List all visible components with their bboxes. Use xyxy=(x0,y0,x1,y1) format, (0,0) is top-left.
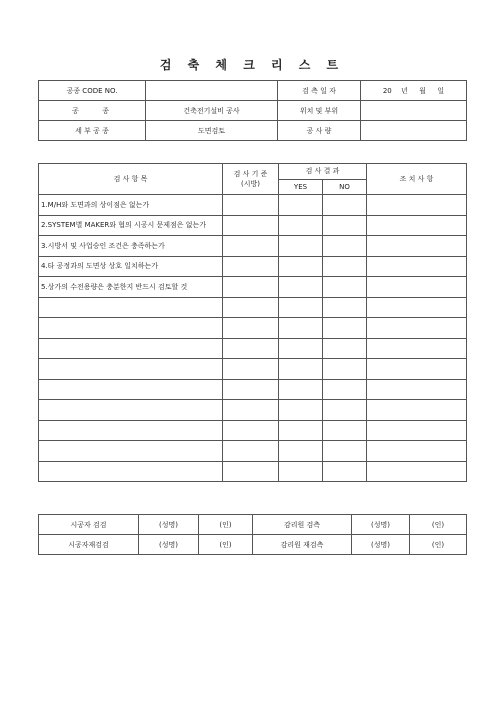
no-cell[interactable] xyxy=(323,236,367,257)
item-text[interactable]: 1.M/H와 도면과의 상이점은 없는가 xyxy=(39,195,223,216)
sub-work-label: 세 부 공 종 xyxy=(39,121,146,141)
contractor-re-seal[interactable]: (인) xyxy=(199,535,253,555)
inspection-items-table xyxy=(38,163,467,482)
no-cell[interactable] xyxy=(323,338,367,359)
date-label: 검 측 일 자 xyxy=(278,81,361,101)
quantity-label: 공 사 량 xyxy=(278,121,361,141)
table-row xyxy=(39,441,467,462)
standard-cell[interactable] xyxy=(223,236,279,257)
yes-cell[interactable] xyxy=(279,441,323,462)
table-row xyxy=(39,379,467,400)
table-row xyxy=(39,256,467,277)
contractor-name[interactable]: (성명) xyxy=(139,515,199,535)
supervisor-seal[interactable]: (인) xyxy=(410,515,467,535)
action-cell[interactable] xyxy=(367,441,467,462)
item-text[interactable] xyxy=(39,318,223,339)
col-yes-header: YES xyxy=(279,179,323,195)
standard-cell[interactable] xyxy=(223,256,279,277)
table-row xyxy=(39,461,467,482)
signature-table xyxy=(38,514,467,555)
action-cell[interactable] xyxy=(367,236,467,257)
action-cell[interactable] xyxy=(367,420,467,441)
supervisor-name[interactable]: (성명) xyxy=(352,515,410,535)
yes-cell[interactable] xyxy=(279,420,323,441)
action-cell[interactable] xyxy=(367,400,467,421)
col-item-header: 검 사 항 목 xyxy=(39,164,223,195)
yes-cell[interactable] xyxy=(279,215,323,236)
action-cell[interactable] xyxy=(367,215,467,236)
col-standard-header xyxy=(223,164,279,195)
no-cell[interactable] xyxy=(323,441,367,462)
standard-cell[interactable] xyxy=(223,359,279,380)
standard-cell[interactable] xyxy=(223,277,279,298)
yes-cell[interactable] xyxy=(279,236,323,257)
action-cell[interactable] xyxy=(367,318,467,339)
yes-cell[interactable] xyxy=(279,297,323,318)
item-text[interactable] xyxy=(39,379,223,400)
standard-cell[interactable] xyxy=(223,338,279,359)
code-label: 공종 CODE NO. xyxy=(39,81,146,101)
no-cell[interactable] xyxy=(323,256,367,277)
quantity-value[interactable] xyxy=(361,121,467,141)
no-cell[interactable] xyxy=(323,400,367,421)
supervisor-re-seal[interactable]: (인) xyxy=(410,535,467,555)
col-no-header: NO xyxy=(323,179,367,195)
header-table xyxy=(38,80,467,141)
contractor-seal[interactable]: (인) xyxy=(199,515,253,535)
action-cell[interactable] xyxy=(367,277,467,298)
action-cell[interactable] xyxy=(367,359,467,380)
code-value[interactable] xyxy=(146,81,278,101)
table-row xyxy=(39,236,467,257)
yes-cell[interactable] xyxy=(279,379,323,400)
yes-cell[interactable] xyxy=(279,277,323,298)
table-row xyxy=(39,195,467,216)
standard-cell[interactable] xyxy=(223,400,279,421)
location-label: 위치 및 부위 xyxy=(278,101,361,121)
standard-cell[interactable] xyxy=(223,379,279,400)
yes-cell[interactable] xyxy=(279,256,323,277)
table-row xyxy=(39,420,467,441)
contractor-re-name[interactable]: (성명) xyxy=(139,535,199,555)
item-text[interactable] xyxy=(39,400,223,421)
item-text[interactable] xyxy=(39,297,223,318)
yes-cell[interactable] xyxy=(279,195,323,216)
standard-cell[interactable] xyxy=(223,215,279,236)
action-cell[interactable] xyxy=(367,461,467,482)
col-standard-label: 검 사 기 준 xyxy=(233,170,268,178)
table-row xyxy=(39,277,467,298)
yes-cell[interactable] xyxy=(279,461,323,482)
item-text[interactable] xyxy=(39,441,223,462)
yes-cell[interactable] xyxy=(279,318,323,339)
work-type-label: 공 종 xyxy=(39,101,146,121)
item-text[interactable] xyxy=(39,359,223,380)
no-cell[interactable] xyxy=(323,420,367,441)
standard-cell[interactable] xyxy=(223,318,279,339)
standard-cell[interactable] xyxy=(223,441,279,462)
no-cell[interactable] xyxy=(323,318,367,339)
item-text[interactable]: 3.시방서 및 사업승인 조건은 충족하는가 xyxy=(39,236,223,257)
no-cell[interactable] xyxy=(323,215,367,236)
action-cell[interactable] xyxy=(367,297,467,318)
item-text[interactable] xyxy=(39,461,223,482)
supervisor-reinspection-label: 감리원 재검측 xyxy=(253,535,352,555)
standard-cell[interactable] xyxy=(223,195,279,216)
date-value[interactable]: 20 년 월 일 xyxy=(361,81,467,101)
item-text[interactable]: 2.SYSTEM별 MAKER와 협의 시공시 문제점은 없는가 xyxy=(39,215,223,236)
col-action-header: 조 치 사 항 xyxy=(367,164,467,195)
yes-cell[interactable] xyxy=(279,359,323,380)
table-row xyxy=(39,297,467,318)
no-cell[interactable] xyxy=(323,297,367,318)
yes-cell[interactable] xyxy=(279,338,323,359)
supervisor-inspection-label: 감리원 검측 xyxy=(253,515,352,535)
col-result-header: 검 사 결 과 xyxy=(279,164,367,180)
table-row xyxy=(39,318,467,339)
standard-cell[interactable] xyxy=(223,461,279,482)
contractor-reinspection-label: 시공자재검검 xyxy=(39,535,139,555)
action-cell[interactable] xyxy=(367,256,467,277)
document-title: 검 축 체 크 리 스 트 xyxy=(159,58,345,72)
item-rows xyxy=(39,195,467,482)
table-row xyxy=(39,338,467,359)
standard-cell[interactable] xyxy=(223,420,279,441)
supervisor-re-name[interactable]: (성명) xyxy=(352,535,410,555)
no-cell[interactable] xyxy=(323,195,367,216)
work-type-value[interactable]: 건축전기설비 공사 xyxy=(146,101,278,121)
action-cell[interactable] xyxy=(367,379,467,400)
no-cell[interactable] xyxy=(323,379,367,400)
yes-cell[interactable] xyxy=(279,400,323,421)
contractor-inspection-label: 시공자 검검 xyxy=(39,515,139,535)
col-standard-sub: (시방) xyxy=(241,180,260,188)
item-text[interactable]: 5.상가의 수전용량은 충분한지 반드시 검토할 것 xyxy=(39,277,223,298)
no-cell[interactable] xyxy=(323,277,367,298)
table-row xyxy=(39,400,467,421)
item-text[interactable] xyxy=(39,338,223,359)
action-cell[interactable] xyxy=(367,195,467,216)
standard-cell[interactable] xyxy=(223,297,279,318)
action-cell[interactable] xyxy=(367,338,467,359)
item-text[interactable]: 4.타 공정과의 도면상 상호 일치하는가 xyxy=(39,256,223,277)
no-cell[interactable] xyxy=(323,461,367,482)
no-cell[interactable] xyxy=(323,359,367,380)
table-row xyxy=(39,215,467,236)
location-value[interactable] xyxy=(361,101,467,121)
table-row xyxy=(39,359,467,380)
sub-work-value[interactable]: 도면검토 xyxy=(146,121,278,141)
item-text[interactable] xyxy=(39,420,223,441)
